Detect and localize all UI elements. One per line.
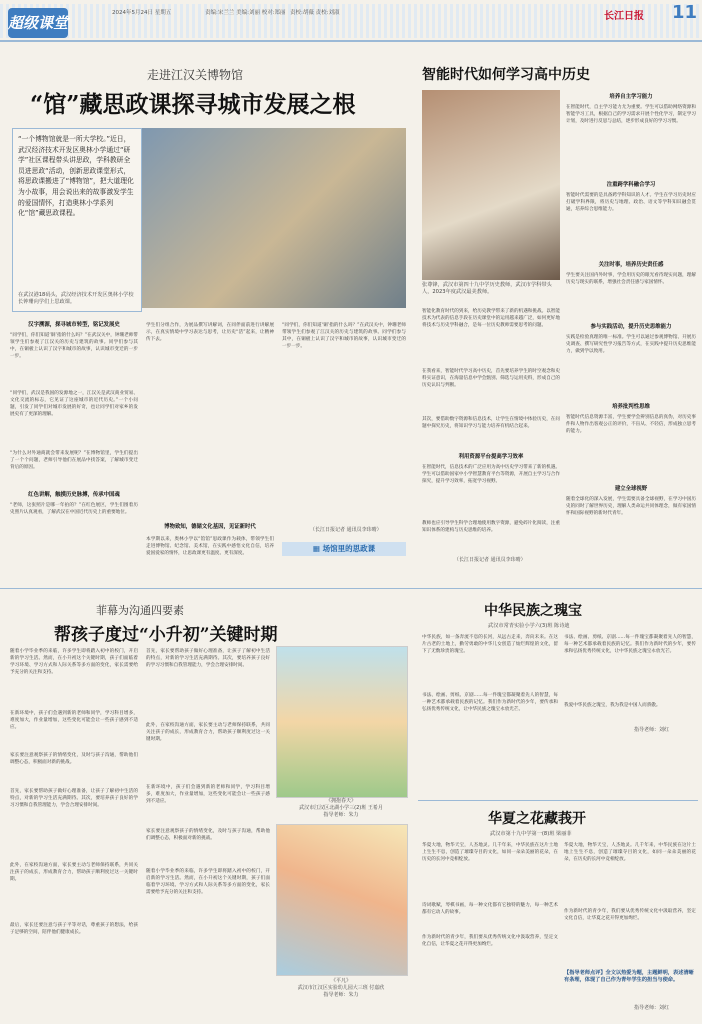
essay-treasure [414, 592, 702, 802]
article2-para: 在智能时代，信息技术的广泛应用为高中历史学习带来了新的机遇。学生可以借助国家中小学智慧教育平台等资源，开展自主学习与合作探究，提升学习效率，拓宽学习视野。 [422, 465, 560, 485]
article1-para: “老师，这张照片是哪一年拍的？”在红色展区，学生们围着历史照片认真观看，了解武汉在中国近代历史上的重要地位。 [10, 503, 138, 516]
sidebar-para: 随着全球化的深入发展，学生需要具备全球视野，在学习中国历史的同时了解世界历史，理解人类命运共同体理念，做有家国情怀和国际视野的新时代青年。 [566, 497, 696, 517]
article1-intro: “一个博物馆就是一所大学校。”近日，武汉经济技术开发区奥林小学通过“研学”社区课程带头讲思政，学科教研全员进思政“活动，创新思政课堂形式，将思政课搬进了“博物馆”，把大道理化为小故事，用会说出来的故事激发学生的爱国情怀，打造奥林小学系列化“馆”藏思政课程。 [18, 135, 134, 218]
photo-caption: 在武汉港18码头，武汉经济技术开发区奥林小学校长钟珊向学们上思政课。 [18, 292, 134, 306]
sidebar-heading [566, 92, 696, 100]
article3-para: 此外，在家校沟通方面，家长要主动与老师保持联系，共同关注孩子的成长，形成教育合力，帮助孩子顺利度过这一关键时期。 [10, 863, 138, 883]
article1-para: “为什么对外通商就会带来发展呢？”在博物馆里，学生们提出了一个个问题，老师引导他们在展品中找答案，了解城市变迁背后的原因。 [10, 451, 138, 471]
article5-para: 作为新时代的青少年，我们要从优秀传统文化中汲取营养，坚定文化自信，让华夏之花开得更加绚烂。 [564, 909, 696, 922]
article-history [414, 50, 702, 584]
sidebar-heading [566, 180, 696, 188]
article4-byline: 武汉市常青实验小学六(3)班 陈诗迪 [488, 623, 570, 629]
article3-para: 随着小学毕业季的来临，许多学生即将踏入初中的校门，开启新的学习生活。然而，在小升初这个关键时期，孩子们面临着学习环境、学习方式和人际关系等多方面的变化，家长需要给予充分的关注和支持。 [146, 869, 270, 896]
subhead-history [10, 320, 138, 328]
sidebar-para: 智能时代需要的是具备跨学科知识的人才。学生在学习历史时应打破学科界限，将历史与地理、政治、语文等学科知识融会贯通，培养综合思维能力。 [566, 193, 696, 213]
sidebar-para: 智能时代信息资源丰富，学生要学会辨别信息的真伪，对历史事件和人物作出客观公正的评价，不盲从、不轻信，形成独立思考的能力。 [566, 415, 696, 435]
article3-para: 家长要注意观察孩子的情绪变化，及时与孩子沟通，帮助他们调整心态，积极面对新的挑战。 [10, 753, 138, 766]
essay-divider [418, 800, 698, 801]
subhead-text: 红色讲解，触摸历史脉搏，传承中国魂 [28, 492, 120, 498]
article4-para: 我爱中华民族之瑰宝，我为我是中国人而骄傲。 [564, 703, 661, 708]
teacher-caption: 张尊锋，武汉市第四十九中学历史教师，武汉市学科带头人，2023年度武汉最美教师。 [422, 282, 552, 296]
section-divider [0, 588, 702, 589]
subhead-text: 利用资源平台提高学习效率 [458, 454, 524, 460]
article1-author: （长江日报记者 通讯员李玮晴） [310, 527, 382, 533]
article3-para: 在新环境中，孩子们会遇到新的老师和同学，学习科目增多，难度加大，作业量增加，这些变化可能会让一些孩子感到不适应。 [146, 785, 270, 805]
article1-para: “同学们，武汉是我国的发源地之一，江汉关是武汉商业贸易、文化交流的标志，它见证了这座城市的近代历史。”一个小问题，引发了同学们对城市发展的好奇，也让同学们对家乡的发展史有了更深的理解。 [10, 391, 138, 418]
article3-para: 最后，家长还要注意与孩子平等对话，尊重孩子的想法，给孩子足够的空间，陪伴他们健康成长。 [10, 923, 138, 936]
article4-teacher: 指导老师：刘红 [634, 727, 670, 733]
subhead-resource [422, 452, 560, 460]
article2-para: 智能化教育时代的到来，给历史教学带来了新的机遇和挑战。以智能技术为代表的信息手段在历史课堂中的运用越来越广泛，如何更好地将技术与历史学科融合，是每一位历史教师需要思考的问题。 [422, 309, 560, 329]
article5-teacher: 指导老师：刘红 [634, 1005, 670, 1011]
article1-para: “同学们，你们知道‘铜’指的什么吗？”在武汉关中，钟珊老师带领学生们参观了江汉关的历史与建筑的故事。同学们参与其中，在铜板上认识了汉字和城市的故事，认识城市变迁的一步一步。 [282, 323, 406, 350]
sidebar-heading [566, 402, 696, 410]
paper-name: 长江日报 [604, 11, 644, 22]
section-logo: 超级课堂 [8, 8, 68, 38]
article3-para: 随着小学毕业季的来临，许多学生即将踏入初中的校门，开启新的学习生活。然而，在小升初这个关键时期，孩子们面临着学习环境、学习方式和人际关系等多方面的变化，家长需要给予充分的关注和支持。 [10, 649, 138, 676]
article2-author: （长江日报记者 通讯员李玮晴） [454, 557, 526, 563]
subhead-text: 参与实践活动，提升历史思维能力 [590, 324, 672, 330]
article2-para: 教师也应引导学生科学合理地使用数字资源，避免碎片化阅读，注重知识体系的建构与历史思维的培养。 [422, 521, 560, 534]
article-museum [0, 50, 412, 580]
article4-para: 中华民族，如一条奔流不息的长河，从远古走来，奔向未来。在这片古老的土地上，勤劳勇敢的中华儿女创造了灿烂辉煌的文化，留下了无数珍贵的瑰宝。 [422, 635, 558, 655]
article5-para: 华夏大地，物华天宝，人杰地灵。几千年来，中华民族在这片土地上生生不息，创造了璀璨夺目的文化，如同一朵朵美丽的花朵，在历史的长河中竞相绽放。 [422, 843, 558, 863]
editor-line: 责编:宋兰兰 美编:刘丽 校对:郑丽 [205, 10, 286, 16]
check-line: 责校:胡薇 责校:刘淑 [290, 10, 340, 16]
subhead-red [10, 490, 138, 498]
sidebar-heading [566, 322, 696, 330]
subhead-text: 建立全球视野 [614, 486, 648, 492]
column-badge [282, 542, 406, 556]
article3-para: 在新环境中，孩子们会遇到新的老师和同学，学习科目增多，难度加大，作业量增加，这些变化可能会让一些孩子感到不适应。 [10, 711, 138, 731]
teacher-comment: 【指导老师点评】全文以热爱为题，主题鲜明，表述清晰有条理，体现了自己作为青年学生的担当与使命。 [564, 970, 694, 984]
masthead-stripe [0, 4, 702, 38]
article1-para: 本学期以来，奥林小学以“馆馆”思政课作为载体，带领学生们走进博物馆、纪念馆、美术馆，在实践中感悟文化自信，培养爱国爱家的情怀，让思政课更有温度、更有深度。 [146, 537, 274, 557]
subhead-culture [146, 522, 274, 530]
subhead-text: 培养自主学习能力 [609, 94, 653, 100]
page-number: 11 [672, 2, 698, 23]
subhead-text: 注重跨学科融合学习 [606, 182, 656, 188]
article2-para: 在我看来，智能时代学习高中历史，首先要培养学生的时空观念和史料实证意识，在海量信息中学会甄别、筛选与运用史料，形成自己的历史认识与判断。 [422, 369, 560, 389]
masthead-rule [0, 40, 702, 42]
article1-para: “同学们，你们知道‘铜’指的什么吗？”在武汉关中，钟珊老师带领学生们参观了江汉关的历史与建筑的故事。同学们参与其中，在铜板上认识了汉字和城市的故事，认识城市变迁的一步一步。 [10, 333, 138, 360]
article2-title: 智能时代如何学习高中历史 [422, 67, 590, 83]
article3-para: 此外，在家校沟通方面，家长要主动与老师保持联系，共同关注孩子的成长，形成教育合力，帮助孩子顺利度过这一关键时期。 [146, 723, 270, 743]
article3-para: 家长要注意观察孩子的情绪变化，及时与孩子沟通，帮助他们调整心态，积极面对新的挑战。 [146, 829, 270, 842]
article1-title: “馆”藏思政课探寻城市发展之根 [30, 91, 356, 118]
article4-para: 书法、绘画、剪纸、京剧……每一件瑰宝都凝聚着先人的智慧，每一种艺术都承载着民族的记忆。我们作为新时代的少年，要传承和弘扬优秀传统文化，让中华民族之瑰宝永放光芒。 [422, 693, 558, 713]
article1-kicker: 走进江汉关博物馆 [147, 68, 244, 82]
article-transition [0, 592, 412, 1024]
drawing-spring-caption: 《拥抱春天》 武汉市江汉区北湖小学三(2)班 王希月 指导老师：朱力 [299, 798, 383, 818]
subhead-text: 汉字溯源，探寻城市转型，铭记发展史 [28, 322, 120, 328]
article5-para: 作为新时代的青少年，我们要从优秀传统文化中汲取营养，坚定文化自信，让华夏之花开得更加绚烂。 [422, 935, 558, 948]
sidebar-para: 学生要关注国内外时事，学会用历史的眼光看待现实问题，理解历史与现实的联系，增强社会责任感与家国情怀。 [566, 273, 696, 286]
masthead [0, 0, 702, 46]
teacher-photo [422, 90, 560, 280]
subhead-text: 关注时事，培养历史责任感 [598, 262, 664, 268]
article3-title: 帮孩子度过“小升初”关键时期 [54, 625, 278, 645]
article3-para: 首先，家长要帮助孩子做好心理准备，让孩子了解初中生活的特点，对新的学习生活充满期待。其次，要培养孩子良好的学习习惯和自我管理能力，学会合理安排时间。 [10, 789, 138, 809]
drawing-spring [276, 646, 408, 798]
article3-para: 首先，家长要帮助孩子做好心理准备，让孩子了解初中生活的特点，对新的学习生活充满期待。其次，要培养孩子良好的学习习惯和自我管理能力，学会合理安排时间。 [146, 649, 270, 669]
badge-icon: ▦ [312, 544, 323, 553]
article4-para: 书法、绘画、剪纸、京剧……每一件瑰宝都凝聚着先人的智慧，每一种艺术都承载着民族的记忆。我们作为新时代的少年，要传承和弘扬优秀传统文化，让中华民族之瑰宝永放光芒。 [564, 635, 696, 655]
article5-para: 华夏大地，物华天宝，人杰地灵。几千年来，中华民族在这片土地上生生不息，创造了璀璨夺目的文化，如同一朵朵美丽的花朵，在历史的长河中竞相绽放。 [564, 843, 696, 863]
article1-para: 学生们分组合作，为展品撰写讲解词，在同伴面前进行讲解展示，在真实情境中学习表达与思考，让历史“活”起来，让精神传下去。 [146, 323, 274, 343]
article3-kicker: 菲幕为沟通四要素 [96, 604, 184, 617]
article5-byline: 武汉市第十九中学第一(8)班 梁丽菲 [490, 831, 572, 837]
sidebar-para: 在智能时代，自主学习能力尤为重要。学生可以借助网络资源和智能学习工具，根据自己的学习需求开展个性化学习，制定学习计划，及时进行反思与总结，逐步形成良好的学习习惯。 [566, 105, 696, 125]
sidebar-heading [566, 484, 696, 492]
article5-title: 华夏之花藏莪开 [488, 811, 586, 827]
sidebar-heading [566, 260, 696, 268]
badge-label: 场馆里的思政课 [322, 544, 376, 553]
sidebar-para: 实践是检验真理的唯一标准。学生可以通过参观博物馆、开展历史调查、撰写研究性学习报告等方式，在实践中提升历史思维能力，做到学以致用。 [566, 335, 696, 355]
drawing-ordinary [276, 824, 408, 976]
drawing-ordinary-caption: 《平凡》 武汉市江汉区实验幼儿园大三班 付嘉欣 指导老师：朱力 [297, 978, 385, 998]
classroom-photo [142, 128, 406, 308]
subhead-text: 博物致知，德储文化基因，见证新时代 [164, 524, 256, 530]
article4-title: 中华民族之瑰宝 [484, 603, 582, 619]
article5-para: 诗词歌赋，琴棋书画，每一种文化都有它独特的魅力，每一种艺术都有它动人的故事。 [422, 903, 558, 916]
essay-flower [414, 804, 702, 1024]
subhead-text: 培养批判性思维 [612, 404, 650, 410]
issue-date: 2024年5月24日 星期五 [112, 10, 172, 16]
article2-para: 其次，要借助数字资源和信息技术，让学生在情境中体验历史，在问题中探究历史，将知识学习与能力培养有机结合起来。 [422, 417, 560, 430]
